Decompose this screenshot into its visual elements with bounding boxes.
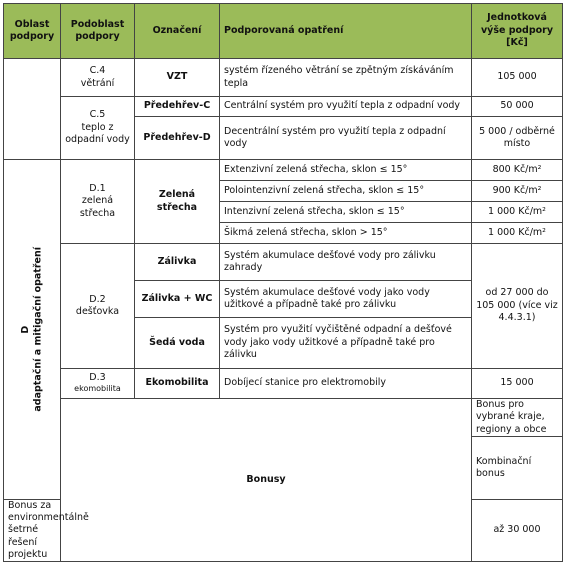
measure-zalivka-wc: Systém akumulace dešťové vody jako vody užitkové a případně také pro zálivku [220,281,472,318]
subarea-d1 [61,160,135,244]
subarea-name: zelená střecha [79,195,116,219]
header-subarea: Podoblast podpory [61,4,135,59]
subarea-c5 [61,97,135,160]
subarea-code: D.2 [89,293,106,305]
header-label: Označení [135,4,220,59]
measure-predehrev-d: Decentrální systém pro využití tepla z odpadní vody [220,117,472,160]
label-ekomobilita: Ekomobilita [135,369,220,399]
measure-bonus-1: Bonus pro vybrané kraje, regiony a obce [472,399,563,437]
subarea-name: teplo z odpadní vody [65,121,130,146]
table-row [4,369,563,399]
measure-bonus-3: Bonus za environmentálně šetrné řešení projektu [4,499,61,562]
measure-zalivka: Systém akumulace dešťové vody pro zálivku zahrady [220,244,472,281]
header-measures: Podporovaná opatření [220,4,472,59]
measure-seda-voda: Systém pro využití vyčištěné odpadní a dešťové vody jako vody užitkové a případně také pro zálivku [220,318,472,369]
label-predehrev-d: Předehřev-D [135,117,220,160]
table-row [4,59,563,97]
subarea-name: větrání [80,77,115,89]
label-zalivka-wc: Zálivka + WC [135,281,220,318]
subarea-name: ekomobilita [74,384,121,394]
amount-predehrev-d: 5 000 / odběrné místo [472,117,563,160]
amount-bonus-3: až 30 000 [472,499,563,562]
subarea-d2 [61,244,135,369]
amount-destovka: od 27 000 do 105 000 (více viz 4.4.3.1) [472,244,563,369]
amount-green-2: 900 Kč/m² [472,181,563,202]
label-zalivka: Zálivka [135,244,220,281]
header-amount: Jednotková výše podpory [Kč] [472,4,563,59]
amount-predehrev-c: 50 000 [472,97,563,117]
amount-green-3: 1 000 Kč/m² [472,202,563,223]
table-row [4,399,563,437]
amount-green-1: 800 Kč/m² [472,160,563,181]
measure-green-1: Extenzivní zelená střecha, sklon ≤ 15° [220,160,472,181]
measure-predehrev-c: Centrální systém pro využití tepla z odpadní vody [220,97,472,117]
area-name: adaptační a mitigační opatření [32,247,43,412]
subarea-name: dešťovka [75,306,120,317]
subarea-code: C.5 [89,109,106,121]
amount-vzt: 105 000 [472,59,563,97]
table-row [4,160,563,181]
header-area: Oblast podpory [4,4,61,59]
label-vzt: VZT [135,59,220,97]
amount-ekomobilita: 15 000 [472,369,563,399]
table-row [4,244,563,281]
label-bonusy: Bonusy [61,399,472,562]
measure-bonus-2: Kombinační bonus [472,437,563,500]
measure-green-2: Polointenzivní zelená střecha, sklon ≤ 15° [220,181,472,202]
amount-green-4: 1 000 Kč/m² [472,223,563,244]
label-predehrev-c: Předehřev-C [135,97,220,117]
measure-ekomobilita: Dobíjecí stanice pro elektromobily [220,369,472,399]
area-d-vertical [20,247,45,412]
area-cell-c [4,59,61,160]
subarea-code: C.4 [89,65,106,77]
subarea-code: D.1 [89,182,106,194]
label-zelena-strecha: Zelená střecha [135,160,220,244]
measure-green-4: Šikmá zelená střecha, sklon > 15° [220,223,472,244]
measure-vzt: systém řízeného větrání se zpětným získáváním tepla [220,59,472,97]
subarea-code: D.3 [89,372,106,384]
subarea-d3 [61,369,135,399]
support-table [3,3,563,562]
table-row [4,97,563,117]
subarea-c4 [61,59,135,97]
measure-green-3: Intenzivní zelená střecha, sklon ≤ 15° [220,202,472,223]
area-code: D [19,325,31,334]
header-row [4,4,563,59]
area-cell-d [4,160,61,500]
label-seda-voda: Šedá voda [135,318,220,369]
